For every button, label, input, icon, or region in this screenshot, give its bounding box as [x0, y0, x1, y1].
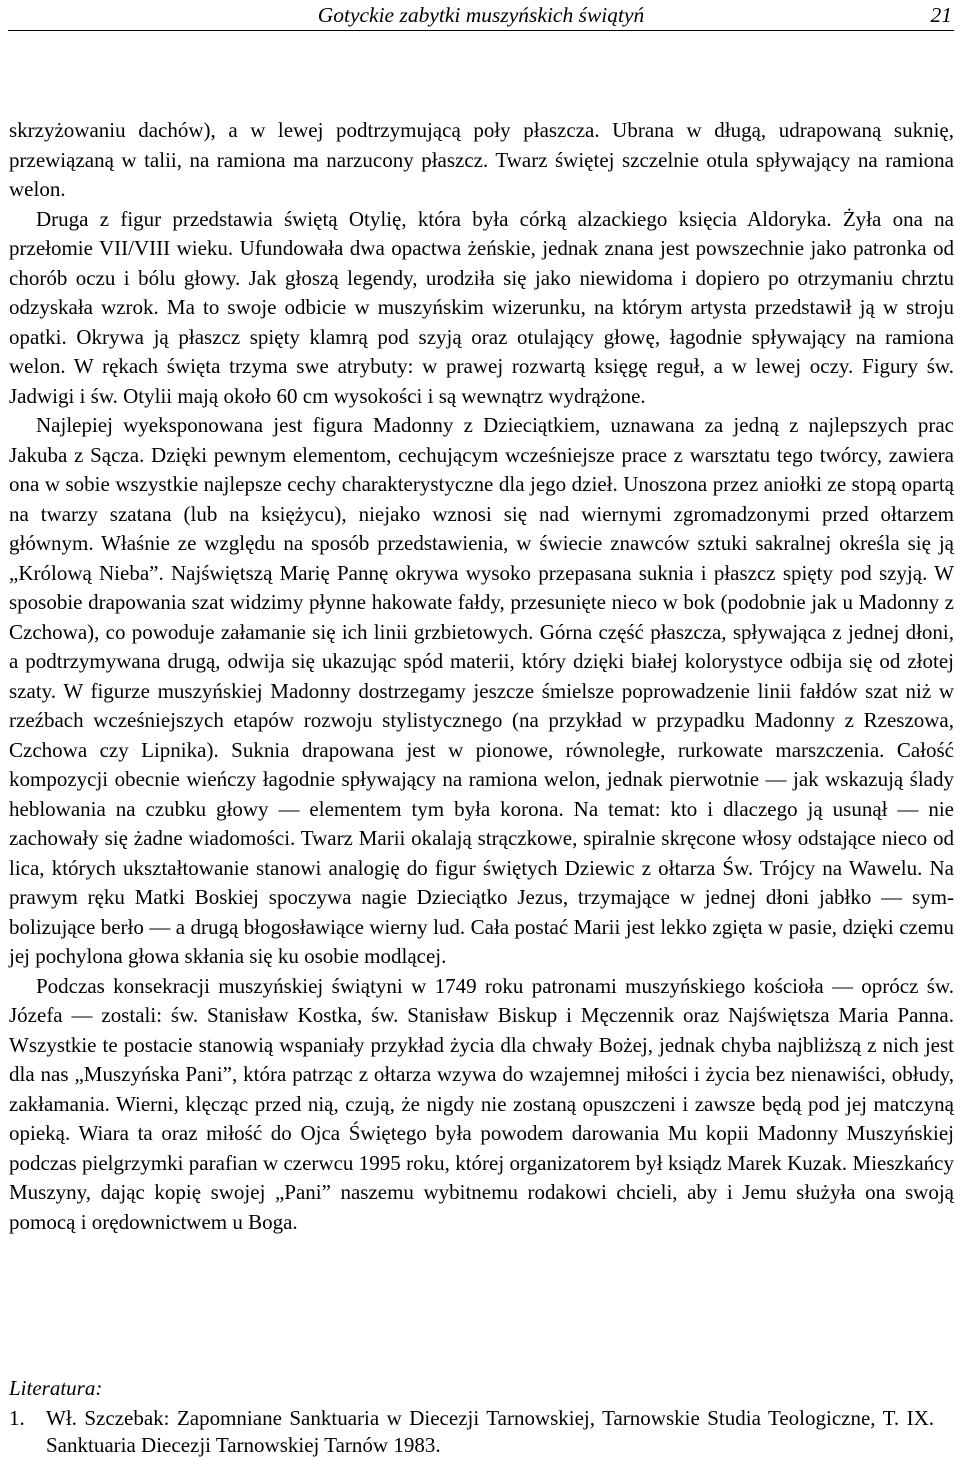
literature-item-text: Wł. Szczebak: Zapomniane Sanktuaria w Diecezji Tarnowskiej, Tarnowskie Studia Teologiczne, T. IX. Sanktuaria Diecezji Tarnowskiej Tarnów 1983.: [46, 1406, 934, 1457]
paragraph-otylia: Druga z figur przedstawia świętą Otylię, która była córką alzackiego księcia Aldoryka. Żyła ona na przełomie VII/VIII wieku. Ufundowała dwa opactwa żeńskie, jednak znana jest powszechnie jako patronka od chorób oczu i bólu głowy. Jak głoszą legendy, urodziła się jako niewidoma i dopiero po otrzymaniu chrztu odzyskała wzrok. Ma to swoje odbicie w muszyńskim wizerunku, na którym artysta przedstawił ją w stroju opatki. Okrywa ją płaszcz spięty klamrą pod szyją oraz otulający głowę, łagodnie spływający na ramiona welon. W rękach święta trzyma swe atrybuty: w prawej rozwartą księgę reguł, a w lewej oczy. Figury św. Jadwigi i św. Otylii mają około 60 cm wysokości i są wewnątrz wydrążone.: [9, 206, 954, 408]
running-title: Gotyckie zabytki muszyńskich świątyń: [317, 3, 645, 27]
literature-list: [9, 1405, 954, 1459]
literature-section: [9, 1375, 954, 1459]
literature-heading: Literatura:: [9, 1376, 103, 1400]
page-number: 21: [930, 3, 952, 27]
running-header: [8, 0, 954, 31]
literature-item: [9, 1405, 954, 1459]
body-text: [9, 116, 954, 1237]
paragraph-continued: skrzyżowaniu dachów), a w lewej podtrzymującą poły płaszcza. Ubrana w długą, udrapowaną suknię, przewiązaną w talii, na ramiona ma narzucony płaszcz. Twarz świętej szczelnie otula spływający na ramiona welon.: [9, 118, 954, 201]
paragraph-consecration: Podczas konsekracji muszyńskiej świątyni w 1749 roku patronami muszyńskiego kościoła — oprócz św. Józefa — zostali: św. Stanisław Kostka, św. Stanisław Biskup i Męczennik oraz Najświętsza Maria Panna. Wszystkie te postacie stanowią wspaniały przykład życia dla chwały Bożej, jednak chyba najbliższą z nich jest dla nas „Muszyńska Pani”, która patrząc z ołtarza wzywa do wzajemnej miłości i życia bez nienawiści, obłudy, zakłamania. Wierni, klęcząc przed nią, czują, że nigdy nie zostaną opuszczeni i zawsze będą pod jej matczyną opieką. Wiara ta oraz miłość do Ojca Świętego była powodem darowania Mu kopii Madonny Muszyńskiej podczas pielgrzymki parafian w czerwcu 1995 roku, której organizatorem był ksiądz Marek Kuzak. Mieszkańcy Muszyny, dając kopię swojej „Pani” naszemu wybitnemu rodakowi chcieli, aby i Jemu służyła ona swoją pomocą i orędownictwem u Boga.: [9, 973, 954, 1234]
literature-item-number: 1.: [9, 1406, 25, 1430]
paragraph-madonna: Najlepiej wyeksponowana jest figura Madonny z Dzieciątkiem, uznawana za jedną z najlepszych prac Jakuba z Sącza. Dzięki pewnym elementom, cechującym wcześniejsze prace z warsztatu tego twórcy, zawiera ona w sobie wszystkie najlepsze cechy charakterystyczne dla jego dzieł. Unoszona przez aniołki ze stopą opartą na twarzy szatana (lub na księżycu), niejako wznosi się nad wiernymi zgromadzonymi przed ołtarzem głównym. Właśnie ze względu na sposób przedstawienia, w świecie znawców sztuki sakralnej określa się ją „Królową Nieba”. Najświętszą Marię Pannę okrywa wysoko przepasana suknia i płaszcz spięty pod szyją. W sposobie drapowania szat widzimy płynne hakowate fałdy, przesunięte nieco w bok (podobnie jak u Madonny z Czchowa), co powoduje załamanie się ich linii grzbietowych. Górna część płaszcza, spływająca z jednej dłoni, a podtrzymywana drugą, odwija się ukazując spód materii, który dzięki białej kolorystyce odbija się od złotej szaty. W figurze muszyńskiej Madonny dostrzegamy jeszcze śmielsze poprowadzenie linii fałdów szat niż w rzeźbach wcześniejszych etapów rozwoju stylistycznego (na przykład w przypadku Madonny z Rzeszowa, Czchowa czy Lipnika). Suknia drapowana jest w pionowe, równoległe, rurkowate marszczenia. Całość kompozycji obecnie wieńczy łagodnie spływający na ramiona welon, jednak pierwotnie — jak wskazują ślady heblowania na czubku głowy — elementem tym była korona. Na temat: kto i dlaczego ją usunął — nie zachowały się żadne wiadomości. Twarz Marii okalają strączkowe, spiralnie skręcone włosy odstające nieco od lica, których ukształtowanie stanowi analogię do figur świętych Dziewic z ołtarza Św. Trójcy na Wawelu. Na prawym ręku Matki Boskiej spoczywa nagie Dzieciątko Jezus, trzymające w jednej dłoni jabłko — symbolizujące berło — a drugą błogosławiące wierny lud. Cała postać Marii jest lekko zgięta w pasie, dzięki czemu jej pochylona głowa skłania się ku osobie modlącej.: [9, 413, 954, 968]
